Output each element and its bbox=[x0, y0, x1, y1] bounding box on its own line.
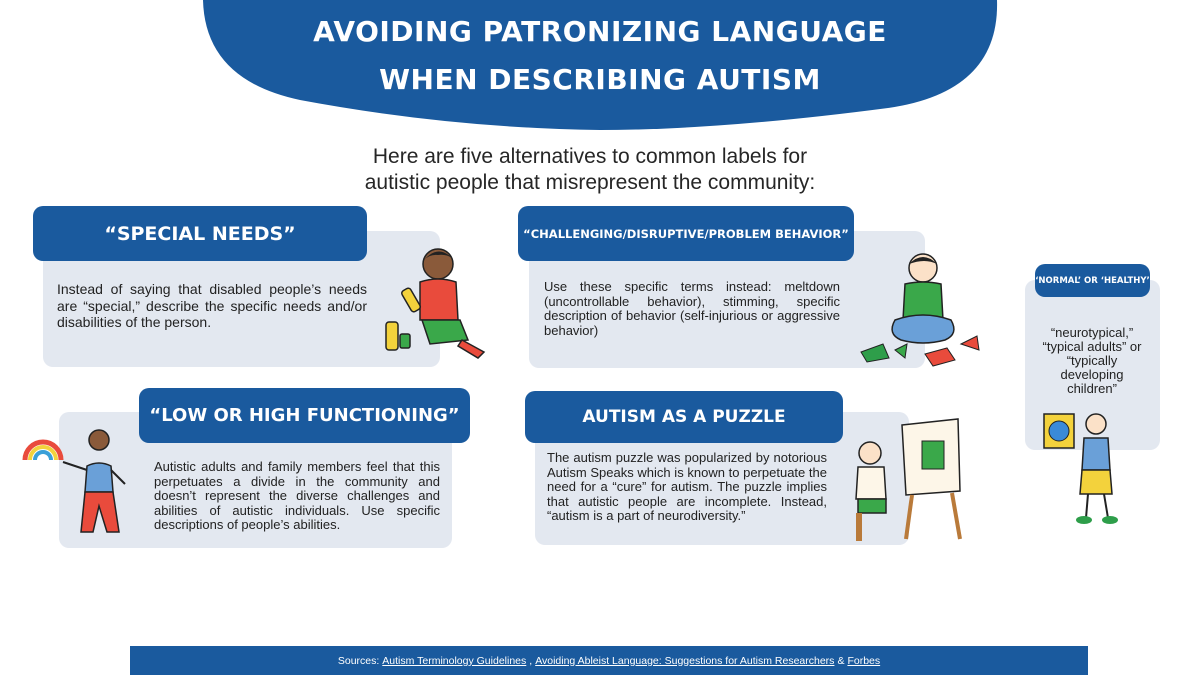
intro-line-2: autistic people that misrepresent the community: bbox=[364, 171, 816, 194]
child-origami-illustration bbox=[855, 250, 985, 370]
functioning-title: “LOW OR HIGH FUNCTIONING” bbox=[139, 388, 470, 443]
title-line-2: WHEN DESCRIBING AUTISM bbox=[379, 63, 821, 96]
page-title bbox=[0, 0, 1200, 104]
challenging-text: Use these specific terms instead: meltdown (uncontrollable behavior), stimming, specific description of behavior (self-injurious or aggressive behavior) bbox=[544, 279, 840, 338]
child-glue-illustration bbox=[380, 242, 495, 362]
title-line-1: AVOIDING PATRONIZING LANGUAGE bbox=[313, 15, 887, 48]
functioning-text: Autistic adults and family members feel that this perpetuates a divide in the community and doesn’t represent the diverse challenges and abilities of autistic individuals. Use specific descriptions of people’s abilities. bbox=[154, 459, 440, 532]
footer-link-forbes[interactable]: Forbes bbox=[847, 654, 881, 667]
normal-text: “neurotypical,” “typical adults” or “typically developing children” bbox=[1042, 325, 1142, 396]
special-needs-title: “SPECIAL NEEDS” bbox=[33, 206, 367, 261]
header-banner bbox=[0, 0, 1200, 140]
child-rainbow-illustration bbox=[15, 428, 135, 543]
puzzle-title: AUTISM AS A PUZZLE bbox=[525, 391, 843, 443]
footer-link-ableist-language[interactable]: Avoiding Ableist Language: Suggestions for Autism Researchers bbox=[535, 654, 835, 667]
footer-separator-comma: , bbox=[529, 654, 533, 667]
intro-text bbox=[300, 144, 880, 196]
sources-footer bbox=[130, 646, 1088, 675]
footer-link-terminology[interactable]: Autism Terminology Guidelines bbox=[382, 654, 527, 667]
puzzle-text: The autism puzzle was popularized by notorious Autism Speaks which is known to perpetuate the need for a “cure” for autism. The puzzle implies that autistic people are incomplete. Instead, “autism is a part of neurodiversity.” bbox=[547, 450, 827, 523]
footer-prefix: Sources: bbox=[337, 654, 380, 667]
special-needs-text: Instead of saying that disabled people’s needs are “special,” describe the specific needs and/or disabilities of the person. bbox=[57, 281, 367, 330]
child-painting-illustration bbox=[850, 415, 965, 545]
intro-line-1: Here are five alternatives to common labels for bbox=[372, 145, 808, 168]
challenging-title: “CHALLENGING/DISRUPTIVE/PROBLEM BEHAVIOR” bbox=[518, 206, 854, 261]
child-globe-illustration bbox=[1040, 408, 1135, 528]
normal-title: ‘NORMAL’ OR ‘HEALTHY’ bbox=[1035, 264, 1150, 297]
footer-separator-amp: & bbox=[837, 654, 845, 667]
